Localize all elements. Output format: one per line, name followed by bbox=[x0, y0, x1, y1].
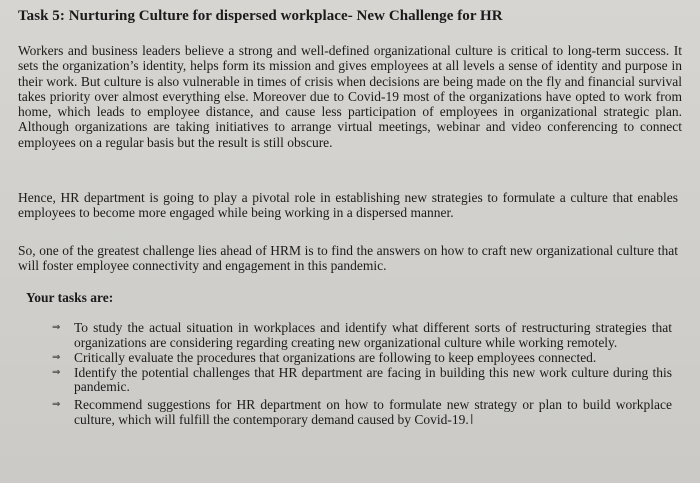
task-item bbox=[52, 366, 672, 395]
task-text: Identify the potential challenges that HR department are facing in building this new work culture during this pandemic. bbox=[74, 364, 672, 395]
task-list bbox=[52, 321, 672, 428]
arrow-bullet-icon: ⇒ bbox=[52, 322, 61, 333]
arrow-bullet-icon: ⇒ bbox=[52, 366, 61, 378]
task-text: To study the actual situation in workplaces and identify what different sorts of restructuring strategies that organizations are considering regarding creating new organizational culture while working remotely. bbox=[74, 320, 672, 350]
task-text-content: Recommend suggestions for HR department on how to formulate new strategy or plan to build workplace culture, which will fulfill the contemporary demand caused by Covid-19. bbox=[74, 396, 672, 427]
task-item bbox=[52, 321, 672, 350]
intro-paragraph: Workers and business leaders believe a strong and well-defined organizational culture is critical to long-term success. It sets the organization’s identity, helps form its mission and gives employees at all levels a sense of identity and purpose in their work. But culture is also vulnerable in times of crisis when decisions are being made on the fly and financial survival takes priority over almost everything else. Moreover due to Covid-19 most of the organizations have opted to work from home, which leads to employee distance, and cause less participation of employees in organizational strategic plan. Although organizations are taking initiatives to arrange virtual meetings, webinar and video conferencing to connect employees on a regular basis but the result is still obscure. bbox=[18, 43, 682, 150]
task-item bbox=[52, 351, 672, 366]
tasks-heading: Your tasks are: bbox=[26, 290, 114, 305]
task-text: Critically evaluate the procedures that organizations are following to keep employees connected. bbox=[74, 350, 597, 366]
task-text bbox=[74, 398, 672, 428]
hr-role-paragraph: Hence, HR department is going to play a pivotal role in establishing new strategies to formulate a culture that enables employees to become more engaged while being working in a dispersed manner. bbox=[18, 190, 678, 221]
text-cursor-icon: I bbox=[469, 412, 474, 428]
challenge-paragraph: So, one of the greatest challenge lies ahead of HRM is to find the answers on how to craft new organizational culture that will foster employee connectivity and engagement in this pandemic. bbox=[18, 243, 678, 274]
task-title: Task 5: Nurturing Culture for dispersed workplace- New Challenge for HR bbox=[18, 8, 503, 24]
arrow-bullet-icon: ⇒ bbox=[52, 352, 61, 364]
arrow-bullet-icon: ⇒ bbox=[52, 398, 61, 410]
task-item bbox=[52, 398, 672, 428]
